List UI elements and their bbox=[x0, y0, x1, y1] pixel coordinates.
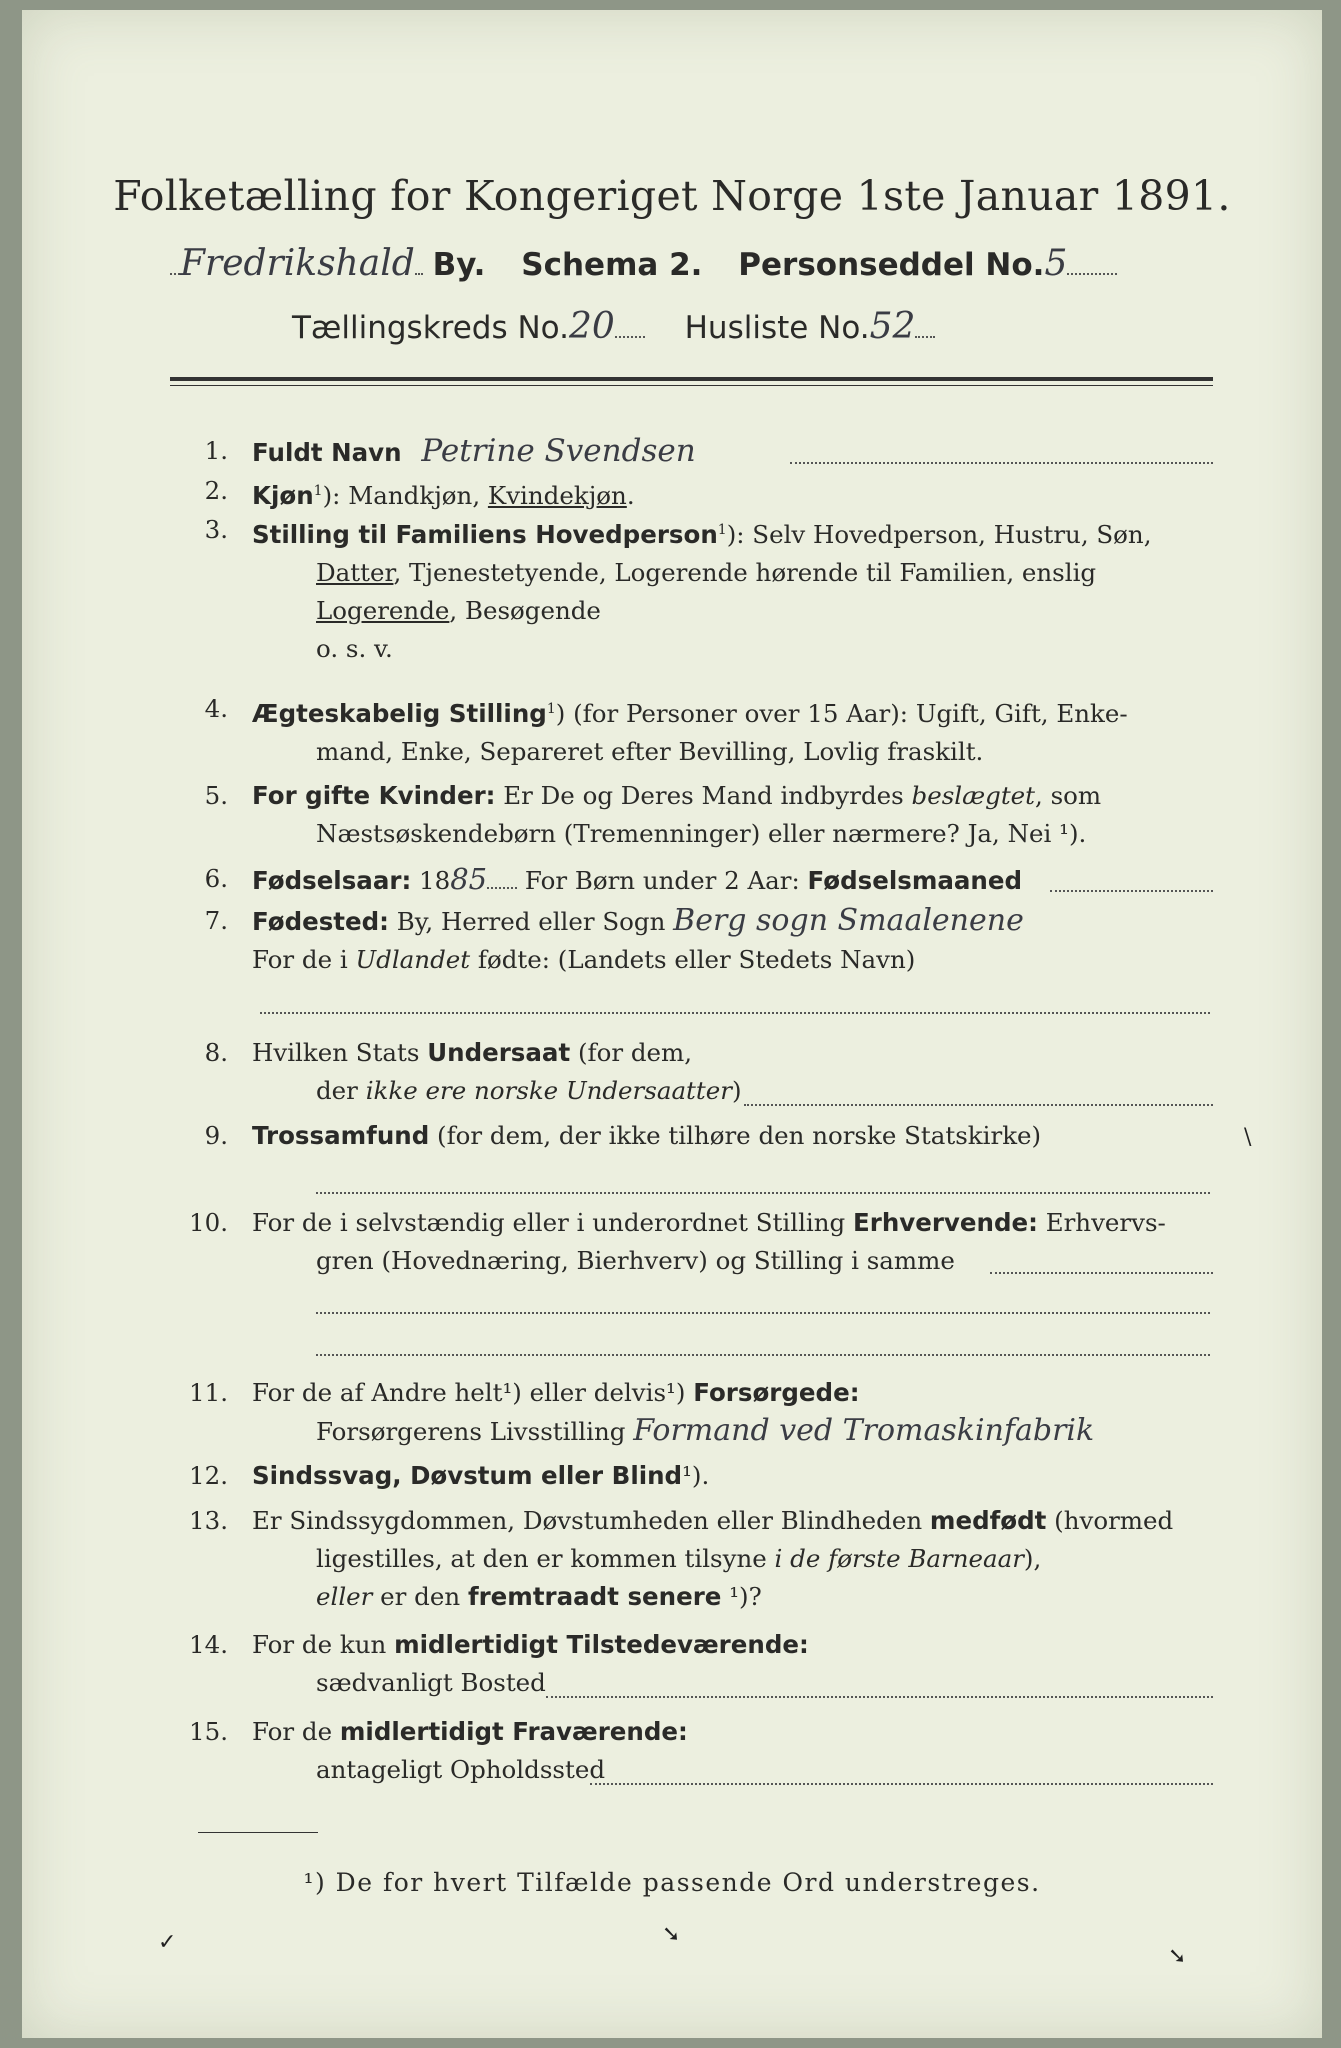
footnote-rule bbox=[198, 1832, 318, 1833]
item-7: 7. Fødested: By, Herred eller Sogn Berg sogn Smaalenene For de i Udlandet fødte: (Landets eller Stedets Navn) bbox=[204, 903, 1024, 974]
husliste-label: Husliste No. bbox=[684, 310, 870, 346]
husliste-number: 52 bbox=[869, 306, 916, 347]
sex-selected: Kvindekjøn bbox=[487, 481, 627, 511]
item-6: 6. Fødselsaar: 1885 For Børn under 2 Aar: Fødselsmaaned bbox=[170, 860, 1213, 900]
item-10-blank-line-2 bbox=[316, 1354, 1210, 1356]
item-5: 5. For gifte Kvinder: Er De og Deres Mand indbyrdes beslægtet, som Næstsøskendebørn (Tremenninger) eller nærmere? Ja, Nei ¹). bbox=[204, 781, 1102, 848]
ink-mark: ➘ bbox=[1168, 1944, 1187, 1969]
birthplace-value: Berg sogn Smaalenene bbox=[673, 903, 1024, 938]
header-line-city bbox=[170, 243, 1210, 293]
form-title: Folketælling for Kongeriget Norge 1ste Januar 1891. bbox=[113, 172, 1231, 220]
ink-mark: ➘ bbox=[662, 1922, 681, 1947]
item-7-blank-line bbox=[260, 1012, 1210, 1014]
relation-selected: Datter bbox=[316, 558, 394, 588]
item-11: 11. For de af Andre helt¹) eller delvis¹) Forsørgede: Forsørgerens Livsstilling Formand ved Tromaskinfabrik bbox=[189, 1378, 1095, 1448]
item-14: 14. For de kun midlertidigt Tilstedeværende: sædvanligt Bosted bbox=[170, 1626, 1213, 1706]
birth-year-value: 85 bbox=[450, 862, 488, 896]
census-form-page bbox=[22, 10, 1322, 2038]
item-2: 2. Kjøn$^1$): Mandkjøn, Kvindekjøn. bbox=[204, 476, 635, 511]
ink-mark: \ bbox=[1244, 1125, 1252, 1150]
item-13: 13. Er Sindssygdommen, Døvstumheden eller Blindheden medfødt (hvormed ligestilles, at den er kommen tilsyne i de første Barneaar), eller er den fremtraadt senere ¹)? bbox=[189, 1506, 1174, 1611]
personseddel-label: Personseddel No. bbox=[738, 247, 1045, 283]
kreds-number: 20 bbox=[568, 306, 615, 347]
schema-label: Schema 2. bbox=[521, 247, 703, 283]
item-15: 15. For de midlertidigt Fraværende: antageligt Opholdssted bbox=[170, 1713, 1213, 1793]
item-9-blank-line bbox=[316, 1192, 1210, 1194]
header-rule-thin bbox=[170, 385, 1213, 386]
provider-occupation-value: Formand ved Tromaskinfabrik bbox=[633, 1413, 1095, 1448]
item-3: 3. Stilling til Familiens Hovedperson$^1$): Selv Hovedperson, Hustru, Søn, Datter, Tjenestetyende, Logerende hørende til Familien, enslig Logerende, Besøgende o. s. v. bbox=[204, 515, 1152, 664]
item-1: 1. Fuldt Navn Petrine Svendsen bbox=[170, 432, 1213, 472]
footnote: ¹) De for hvert Tilfælde passende Ord understreges. bbox=[303, 1868, 1041, 1897]
ink-mark: ✓ bbox=[158, 1930, 177, 1955]
item-8: 8. Hvilken Stats Undersaat (for dem, der ikke ere norske Undersaatter) bbox=[170, 1034, 1213, 1114]
item-10: 10. For de i selvstændig eller i underordnet Stilling Erhvervende: Erhvervs- gren (Hovednæring, Bierhverv) og Stilling i samme bbox=[170, 1204, 1213, 1284]
full-name-value: Petrine Svendsen bbox=[421, 433, 696, 469]
city-name: Fredrikshald bbox=[180, 243, 415, 284]
header-line-kreds bbox=[292, 306, 1192, 356]
item-4: 4. Ægteskabelig Stilling$^1$) (for Personer over 15 Aar): Ugift, Gift, Enke- mand, Enke, Separeret efter Bevilling, Lovlig fraskilt. bbox=[204, 694, 1128, 767]
header-rule-thick bbox=[170, 377, 1213, 381]
item-10-blank-line-1 bbox=[316, 1312, 1210, 1314]
personseddel-number: 5 bbox=[1044, 243, 1068, 284]
item-12: 12. Sindssvag, Døvstum eller Blind¹). bbox=[189, 1461, 710, 1490]
by-label: By. bbox=[432, 247, 486, 283]
item-9: 9. Trossamfund (for dem, der ikke tilhøre den norske Statskirke) bbox=[204, 1121, 1042, 1150]
kreds-label: Tællingskreds No. bbox=[292, 310, 569, 346]
